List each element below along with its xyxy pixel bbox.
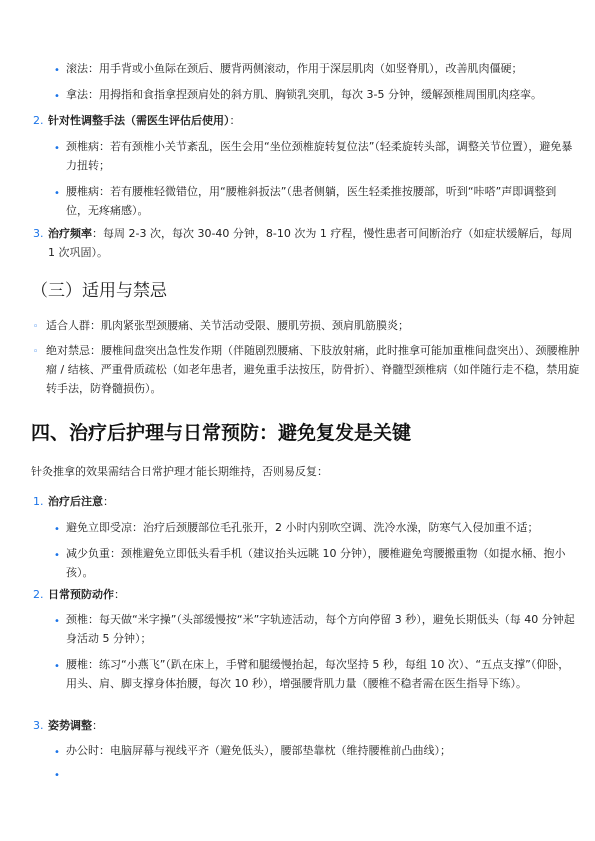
item-text: ：每周 2-3 次，每次 30-40 分钟，8-10 次为 1 疗程，慢性患者可间断治疗（如症状缓解后，每周 1 次巩固）。 [48,227,573,259]
item-text: 绝对禁忌：腰椎间盘突出急性发作期（伴随剧烈腰痛、下肢放射痛，此时推拿可能加重椎间盘突出）、颈腰椎肿瘤 / 结核、严重骨质疏松（如老年患者，避免重手法按压，防骨折）、脊髓型颈椎病（如伴随行走不稳，禁用旋转手法，防脊髓损伤）。 [46,344,580,395]
bullet-icon: • [54,143,60,154]
item-text: 避免立即受凉：治疗后颈腰部位毛孔张开，2 小时内别吹空调、洗冷水澡，防寒气入侵加重不适； [66,521,539,534]
item-colon: ： [92,719,103,732]
list-number: 3. [33,719,44,732]
item-text: 拿法：用拇指和食指拿捏颈肩处的斜方肌、胸锁乳突肌，每次 3-5 分钟，缓解颈椎周围肌肉痉挛。 [66,88,542,101]
list-item-heading [48,585,578,604]
bullet-icon: • [54,661,60,672]
bullet-icon: • [54,550,60,561]
list-item [46,316,581,335]
list-item [66,655,580,693]
item-title: 姿势调整 [48,719,92,732]
section-heading: 四、治疗后护理与日常预防：避免复发是关键 [31,422,412,444]
list-item [66,182,574,220]
item-text: 减少负重：颈椎避免立即低头看手机（建议抬头远眺 10 分钟），腰椎避免弯腰搬重物（如提水桶、抱小孩）。 [66,547,566,579]
list-item-heading [48,716,578,735]
list-item-heading [48,492,578,511]
item-text: 腰椎病：若有腰椎轻微错位，用“腰椎斜扳法”（患者侧躺，医生轻柔推按腰部，听到“咔嗒”声即调整到位，无疼痛感）。 [66,185,557,217]
list-item [66,741,580,760]
list-item [48,224,581,262]
section-heading: （三）适用与禁忌 [31,281,167,301]
list-item [66,137,578,175]
item-colon: ： [103,495,114,508]
list-number: 2. [33,114,44,127]
item-text: 颈椎：每天做“米字操”（头部缓慢按“米”字轨迹活动，每个方向停留 3 秒），避免长期低头（每 40 分钟起身活动 5 分钟）； [66,613,575,645]
bullet-icon: • [54,747,60,758]
intro-text: 针灸推拿的效果需结合日常护理才能长期维持，否则易反复： [31,465,328,478]
item-colon: ： [229,114,241,127]
item-text: 滚法：用手背或小鱼际在颈后、腰背两侧滚动，作用于深层肌肉（如竖脊肌），改善肌肉僵硬； [66,62,523,75]
item-title: 针对性调整手法（需医生评估后使用） [48,114,230,127]
item-text: 腰椎：练习“小燕飞”（趴在床上，手臂和腿缓慢抬起，每次坚持 5 秒，每组 10 次）、“五点支撑”（仰卧，用头、肩、脚支撑身体抬腰，每次 10 秒），增强腰背肌力量（腰椎不稳者需在医生指导下练）。 [66,658,570,690]
circle-bullet-icon: ◦ [33,347,39,357]
list-item-heading [48,111,578,130]
intro-paragraph [31,462,576,481]
bullet-icon: • [54,65,60,76]
list-number: 3. [33,227,44,240]
item-colon: ： [114,588,125,601]
bullet-icon: • [54,188,60,199]
item-text: 适合人群：肌肉紧张型颈腰痛、关节活动受限、腰肌劳损、颈肩肌筋膜炎； [46,319,409,332]
list-number: 2. [33,588,44,601]
empty-bullet-icon: • [54,770,60,781]
bullet-icon: • [54,91,60,102]
list-item [66,518,581,537]
list-item [66,610,580,648]
bullet-icon: • [54,524,60,535]
list-item [66,85,581,104]
item-text: 颈椎病：若有颈椎小关节紊乱，医生会用“坐位颈椎旋转复位法”（轻柔旋转头部，调整关节位置），避免暴力扭转； [66,140,573,172]
list-item [46,341,581,398]
bullet-icon: • [54,616,60,627]
item-title: 治疗频率 [48,227,92,240]
list-item [66,59,581,78]
item-text: 办公时：电脑屏幕与视线平齐（避免低头），腰部垫靠枕（维持腰椎前凸曲线）； [66,744,451,757]
list-item [66,544,578,582]
item-title: 治疗后注意 [48,495,103,508]
circle-bullet-icon: ◦ [33,322,39,332]
item-title: 日常预防动作 [48,588,114,601]
list-number: 1. [33,495,44,508]
